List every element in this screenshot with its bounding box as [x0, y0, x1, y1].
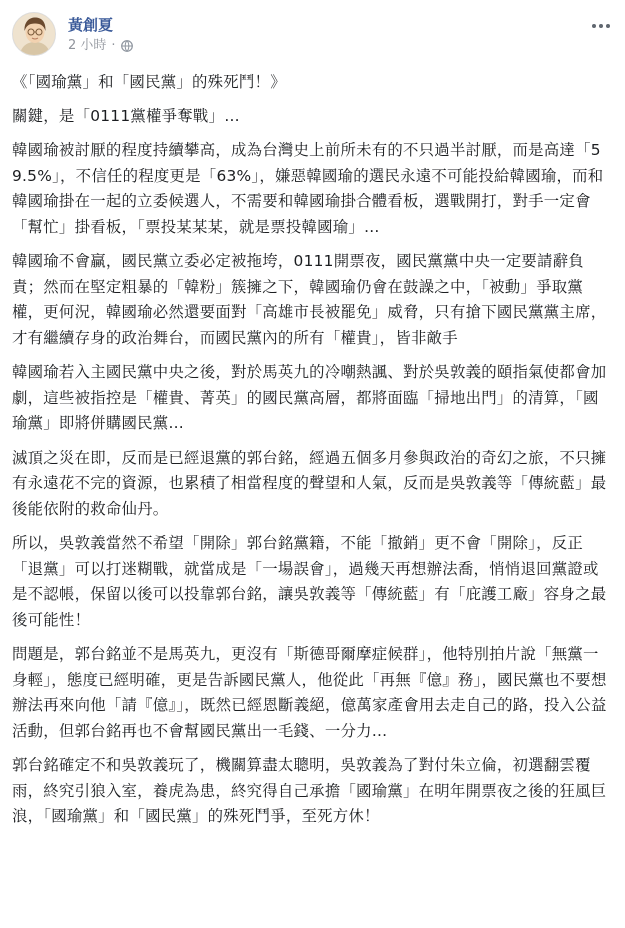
post-paragraph: 問題是，郭台銘並不是馬英九，更沒有「斯德哥爾摩症候群」，他特別拍片說「無黨一身輕」，態度已經明確，更是告訴國民黨人，他從此「再無『億』務」，國民黨也不要想辦法再來向他「請『億』」，既然已經恩斷義絕，億萬家產會用去走自己的路，投入公益活動，但郭台銘再也不會幫國民黨出一毛錢、一分力… [12, 645, 607, 740]
post-paragraph: 滅頂之災在即，反而是已經退黨的郭台銘，經過五個多月參與政治的奇幻之旅，不只擁有永遠花不完的資源，也累積了相當程度的聲望和人氣，反而是吳敦義等「傳統藍」最後能依附的救命仙丹。 [12, 448, 607, 518]
author-name[interactable]: 黃創夏 [68, 16, 114, 34]
post-paragraph: 所以，吳敦義當然不希望「開除」郭台銘黨籍，不能「撤銷」更不會「開除」，反正「退黨」可以打迷糊戰，就當成是「一場誤會」，過幾天再想辦法喬，悄悄退回黨證或是不認帳，保留以後可以投靠郭台銘，讓吳敦義等「傳統藍」有「庇護工廠」容身之最後可能性！ [12, 534, 607, 629]
avatar-image [13, 13, 56, 56]
author-avatar[interactable] [12, 12, 56, 56]
meta-separator: · [111, 38, 116, 53]
more-dot [592, 24, 596, 28]
post-paragraph: 韓國瑜被討厭的程度持續攀高，成為台灣史上前所未有的不只過半討厭，而是高達「59.5%」，不信任的程度更是「63%」，嫌惡韓國瑜的選民永遠不可能投給韓國瑜，而和韓國瑜掛在一起的立委候選人，不需要和韓國瑜掛合體看板，選戰開打，對手一定會「幫忙」掛看板，「票投某某某，就是票投韓國瑜」… [12, 141, 604, 236]
post-meta [68, 38, 133, 54]
post-timestamp[interactable]: 2 小時 [68, 38, 107, 53]
post-paragraph: 關鍵，是「0111黨權爭奪戰」… [12, 106, 240, 125]
post-paragraph: 韓國瑜不會贏，國民黨立委必定被拖垮，0111開票夜，國民黨黨中央一定要請辭負責；然而在堅定粗暴的「韓粉」簇擁之下，韓國瑜仍會在鼓譟之中，「被動」爭取黨權，更何況，韓國瑜必然還要面對「高雄市長被罷免」威脅，只有搶下國民黨黨主席，才有繼續存身的政治舞台，而國民黨內的所有「權貴」，皆非敵手 [12, 252, 607, 347]
post-title: 《「國瑜黨」和「國民黨」的殊死鬥！》 [12, 73, 286, 91]
more-dot [599, 24, 603, 28]
more-options-icon[interactable] [589, 18, 613, 34]
globe-icon[interactable] [121, 40, 133, 52]
more-dot [606, 24, 610, 28]
post-paragraph: 韓國瑜若入主國民黨中央之後，對於馬英九的冷嘲熱諷、對於吳敦義的頤指氣使都會加劇，這些被指控是「權貴、菁英」的國民黨高層，都將面臨「掃地出門」的清算，「國瑜黨」即將併購國民黨… [12, 363, 607, 432]
post-paragraph: 郭台銘確定不和吳敦義玩了，機關算盡太聰明，吳敦義為了對付朱立倫，初選翻雲覆雨，終究引狼入室，養虎為患，終究得自己承擔「國瑜黨」在明年開票夜之後的狂風巨浪，「國瑜黨」和「國民黨」的殊死鬥爭，至死方休！ [12, 756, 607, 825]
post-header [12, 12, 613, 64]
post-body [12, 70, 613, 839]
